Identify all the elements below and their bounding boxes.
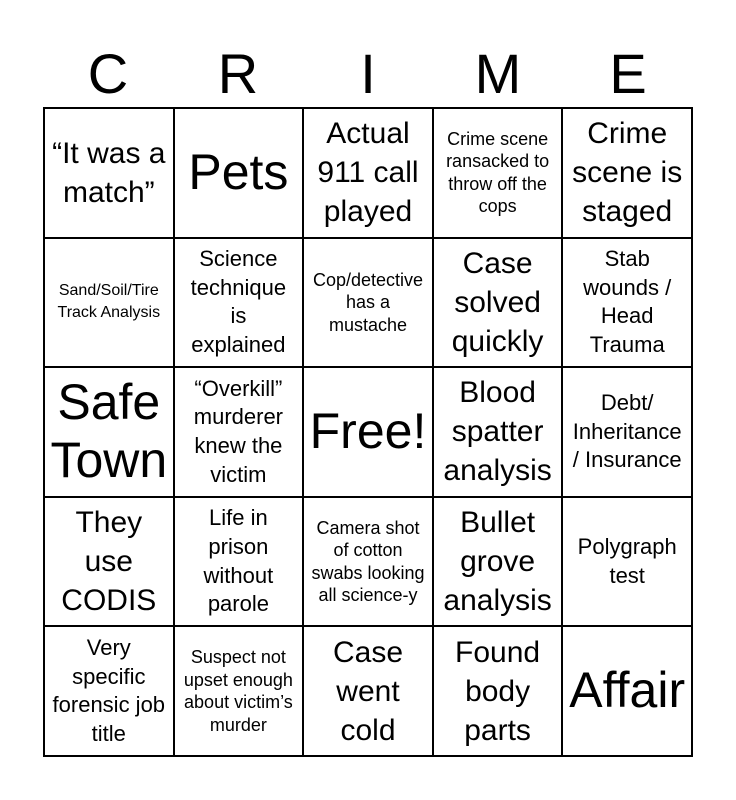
cell-text: Actual 911 call played [317,117,419,229]
cell-text: They use CODIS [61,506,157,618]
bingo-cell[interactable] [303,626,433,756]
bingo-cell[interactable] [433,367,563,497]
bingo-cell[interactable] [174,367,304,497]
bingo-cell[interactable] [303,497,433,627]
cell-text: Polygraph test [577,534,677,588]
bingo-cell[interactable] [174,238,304,368]
bingo-cell[interactable] [562,238,692,368]
cell-text: Suspect not upset enough about victim’s murder [183,647,293,735]
cell-text: Safe Town [50,374,168,488]
free-space-cell[interactable] [303,367,433,497]
cell-text: Case went cold [332,635,404,747]
bingo-cell[interactable] [44,108,174,238]
bingo-cell[interactable] [303,108,433,238]
header-letter-c: C [87,42,129,105]
bingo-cell[interactable] [44,238,174,368]
bingo-cell[interactable] [433,238,563,368]
bingo-cell[interactable] [174,626,304,756]
header-letter-e: E [609,42,647,105]
bingo-header [43,40,693,108]
cell-text: “It was a match” [52,136,166,209]
cell-text: Sand/Soil/Tire Track Analysis [57,282,161,322]
bingo-cell[interactable] [433,108,563,238]
bingo-cell[interactable] [562,626,692,756]
header-letter-r: R [217,42,259,105]
cell-text: Free! [309,403,427,460]
bingo-cell[interactable] [44,626,174,756]
cell-text: Life in prison without parole [203,505,274,617]
bingo-board [43,107,693,757]
cell-text: Science technique is explained [190,246,287,357]
bingo-cell[interactable] [44,367,174,497]
bingo-cell[interactable] [562,108,692,238]
header-letter-m: M [474,42,522,105]
header-letter-i: I [360,42,376,105]
cell-text: Affair [569,662,686,719]
cell-text: Pets [188,144,289,201]
cell-text: “Overkill” murderer knew the victim [193,375,284,487]
bingo-cell[interactable] [174,108,304,238]
cell-text: Crime scene ransacked to throw off the cops [446,128,550,217]
bingo-cell[interactable] [44,497,174,627]
cell-text: Bullet grove analysis [443,506,552,618]
cell-text: Blood spatter analysis [443,376,552,488]
bingo-cell[interactable] [562,497,692,627]
cell-text: Case solved quickly [451,246,544,358]
bingo-cell[interactable] [433,497,563,627]
bingo-cell[interactable] [303,238,433,368]
cell-text: Stab wounds / Head Trauma [583,246,672,357]
bingo-cell[interactable] [174,497,304,627]
cell-text: Crime scene is staged [572,117,683,229]
bingo-cell[interactable] [562,367,692,497]
cell-text: Found body parts [455,635,541,747]
cell-text: Very specific forensic job title [52,635,166,746]
cell-text: Camera shot of cotton swabs looking all science-y [311,517,425,606]
cell-text: Debt/ Inheritance / Insurance [572,390,682,473]
cell-text: Cop/detective has a mustache [312,269,424,335]
bingo-cell[interactable] [433,626,563,756]
